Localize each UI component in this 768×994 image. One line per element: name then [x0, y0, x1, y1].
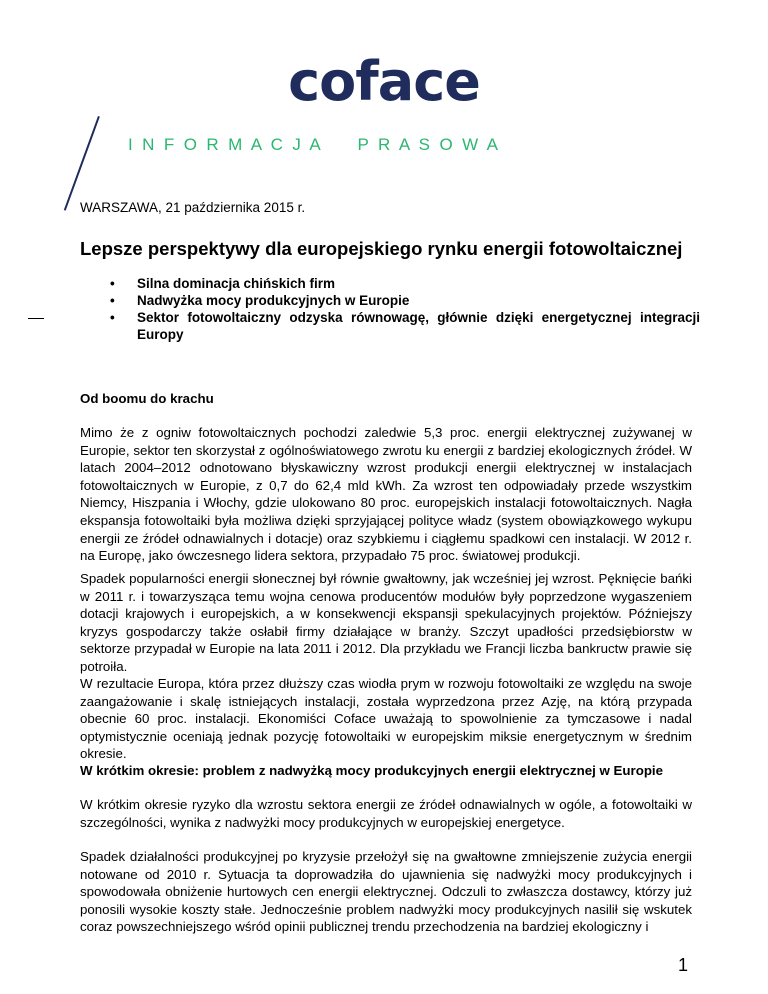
bullet-item: • Silna dominacja chińskich firm [110, 275, 700, 292]
page-number: 1 [677, 955, 688, 975]
paragraph-text: W rezultacie Europa, która przez dłuższy czas wiodła prym w rozwoju fotowoltaiki ze względu na swoje zaangażowanie i skalę istniejących instalacji, została wyprzedzona przez Azję, na którą przypada obecnie 60 proc. instalacji. Ekonomiści Coface uważają to spowolnienie za tymczasowe i nadal optymistycznie oceniają jednak pozycję fotowoltaiki w europejskim miksie energetycznym w średnim okresie. [80, 676, 692, 762]
section-heading: Od boomu do krachu [80, 391, 214, 406]
paragraph [80, 424, 692, 565]
section-heading: W krótkim okresie: problem z nadwyżką mocy produkcyjnych energii elektrycznej w Europie [80, 763, 664, 778]
dateline: WARSZAWA, 21 października 2015 r. [80, 200, 306, 215]
section-boom [80, 390, 692, 408]
paragraph-text: Spadek działalności produkcyjnej po kryzysie przełożył się na gwałtowne zmniejszenie zużycia energii notowane od 2010 r. Sytuacja ta doprowadziła do ujawnienia się nadwyżki mocy produkcyjnych i spowodowała obniżenie hurtowych cen energii elektrycznej. Odczuli to zwłaszcza dostawcy, którzy już ponosili wysokie koszty stałe. Jednocześnie problem nadwyżki mocy produkcyjnych nasilił się wskutek coraz powszechniejszego wśród opinii publicznej trendu przechodzenia na bardziej ekologiczny i [80, 849, 692, 935]
paragraph-text: Spadek popularności energii słonecznej był równie gwałtowny, jak wcześniej jej wzrost. Pęknięcie bańki w 2011 r. i towarzysząca temu wojna cenowa producentów modułów były poprzedzone wygaszeniem dotacji krajowych i europejskich, a w konsekwencji ekspansji spekulacyjnych projektów. Późniejszy kryzys gospodarczy także osłabił firmy działające w branży. Szczyt upadłości przedsiębiorstw w sektorze przypadał w Europie na lata 2011 i 2012. Dla przykładu we Francji liczba bankructw prawie się potroiła. [80, 571, 692, 674]
paragraph [80, 848, 692, 936]
key-points-list [110, 275, 700, 343]
paragraph-text: W krótkim okresie ryzyko dla wzrostu sektora energii ze źródeł odnawialnych w ogóle, a fotowoltaiki w szczególności, wynika z nadwyżki mocy produkcyjnych w europejskiej energetyce. [80, 797, 692, 830]
paragraph-text: Mimo że z ogniw fotowoltaicznych pochodzi zaledwie 5,3 proc. energii elektrycznej zużywanej w Europie, sektor ten skorzystał z ogólnoświatowego zwrotu ku energii z bardziej ekologicznych źródeł. W latach 2004–2012 odnotowano błyskawiczny wzrost produkcji energii elektrycznej w instalacjach fotowoltaicznych w Europie, z 0,7 do 62,4 mld kWh. Za wzrost ten odpowiadały przede wszystkim Niemcy, Hiszpania i Włochy, gdzie ulokowano 80 proc. europejskich instalacji fotowoltaicznych. Nagła ekspansja fotowoltaiki była możliwa dzięki sprzyjającej polityce władz (system obowiązkowego wykupu energii ze źródeł odnawialnych i dotacje) oraz szybkiemu i ciągłemu spadkowi cen instalacji. W 2012 r. na Europę, jako ówczesnego lidera sektora, przypadało 75 proc. światowej produkcji. [80, 425, 692, 564]
paragraph [80, 675, 692, 763]
bullet-item: • Sektor fotowoltaiczny odzyska równowagę, głównie dzięki energetycznej integracji Europy [110, 309, 700, 343]
logo-text: coface [288, 50, 480, 113]
margin-mark [28, 318, 44, 319]
bullet-item: • Nadwyżka mocy produkcyjnych w Europie [110, 292, 700, 309]
press-release-label: I N F O R M A C J A P R A S O W A [128, 135, 499, 154]
paragraph [80, 796, 692, 831]
headline: Lepsze perspektywy dla europejskiego rynku energii fotowoltaicznej [80, 238, 683, 259]
paragraph [80, 570, 692, 676]
section-short-term [80, 762, 692, 780]
slash-decoration [64, 116, 100, 211]
coface-logo [0, 52, 768, 112]
